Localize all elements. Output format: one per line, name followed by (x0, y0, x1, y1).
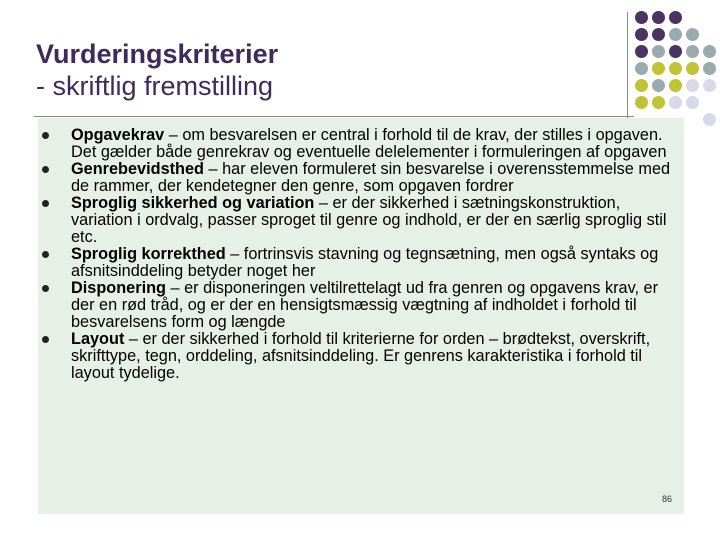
criteria-list (38, 127, 678, 382)
bullet-icon (42, 166, 49, 173)
bullet-icon (42, 285, 49, 292)
decorative-dot (635, 62, 648, 75)
decorative-dot (669, 79, 682, 92)
decorative-dot (635, 45, 648, 58)
criterion-text: – om besvarelsen er central i forhold til de krav, der stilles i opgaven. Det gælder både genrekrav og eventuelle delelementer i formuleringen af opgaven (71, 126, 667, 161)
decorative-dot (669, 28, 682, 41)
decorative-dot (635, 79, 648, 92)
list-item (38, 280, 678, 331)
bullet-icon (42, 132, 49, 139)
criterion-text: – er der sikkerhed i forhold til kriterierne for orden – brødtekst, overskrift, skrifttype, tegn, orddeling, afsnitsinddeling. Er genrens karakteristika i forhold til layout tydelige. (71, 330, 651, 382)
criterion-text: – har eleven formuleret sin besvarelse i overensstemmelse med de rammer, der kendetegner den genre, som opgaven fordrer (71, 160, 671, 195)
title-main: Vurderingskriterier (36, 39, 279, 69)
criterion-term: Disponering (71, 279, 166, 297)
decorative-dot (686, 79, 699, 92)
decorative-dot (652, 96, 665, 109)
decorative-dot-grid (0, 0, 720, 130)
list-item (38, 195, 678, 246)
decorative-dot (703, 62, 716, 75)
criterion-term: Layout (71, 330, 125, 348)
criterion-term: Opgavekrav (71, 126, 165, 144)
decorative-dot (669, 96, 682, 109)
bullet-icon (42, 200, 49, 207)
decorative-dot (652, 45, 665, 58)
decorative-dot (635, 28, 648, 41)
decorative-dot (703, 79, 716, 92)
criterion-term: Sproglig korrekthed (71, 245, 226, 263)
criterion-term: Sproglig sikkerhed og variation (71, 194, 315, 212)
decorative-dot (635, 11, 648, 24)
decorative-dot (652, 28, 665, 41)
list-item (38, 331, 678, 382)
criterion-text: – er disponeringen veltilrettelagt ud fra genren og opgavens krav, er der en rød tråd, og er der en hensigtsmæssig vægtning af indholdet i forhold til besvarelsens form og længde (71, 279, 659, 331)
decorative-dot (652, 11, 665, 24)
criterion-text: – fortrinsvis stavning og tegnsætning, men også syntaks og afsnitsinddeling betyder noget her (71, 245, 659, 280)
criterion-text: – er der sikkerhed i sætningskonstruktion, variation i ordvalg, passer sproget til genre og indhold, er der en særlig sproglig stil etc. (71, 194, 667, 246)
decorative-dot (703, 45, 716, 58)
decorative-dot (686, 28, 699, 41)
decorative-dot (635, 96, 648, 109)
decorative-dot (652, 62, 665, 75)
page-number: 86 (662, 494, 673, 504)
criterion-term: Genrebevidsthed (71, 160, 205, 178)
bullet-icon (42, 336, 49, 343)
decorative-dot (669, 45, 682, 58)
decorative-dot (669, 11, 682, 24)
decorative-dot (703, 113, 716, 126)
decorative-dot (686, 96, 699, 109)
decorative-dot (686, 62, 699, 75)
decorative-dot (686, 45, 699, 58)
bullet-icon (42, 251, 49, 258)
title-subtitle: - skriftlig fremstilling (36, 71, 274, 101)
decorative-dot (652, 79, 665, 92)
list-item (38, 161, 678, 195)
list-item (38, 127, 678, 161)
content-panel (38, 118, 684, 514)
decorative-dot (669, 62, 682, 75)
list-item (38, 246, 678, 280)
